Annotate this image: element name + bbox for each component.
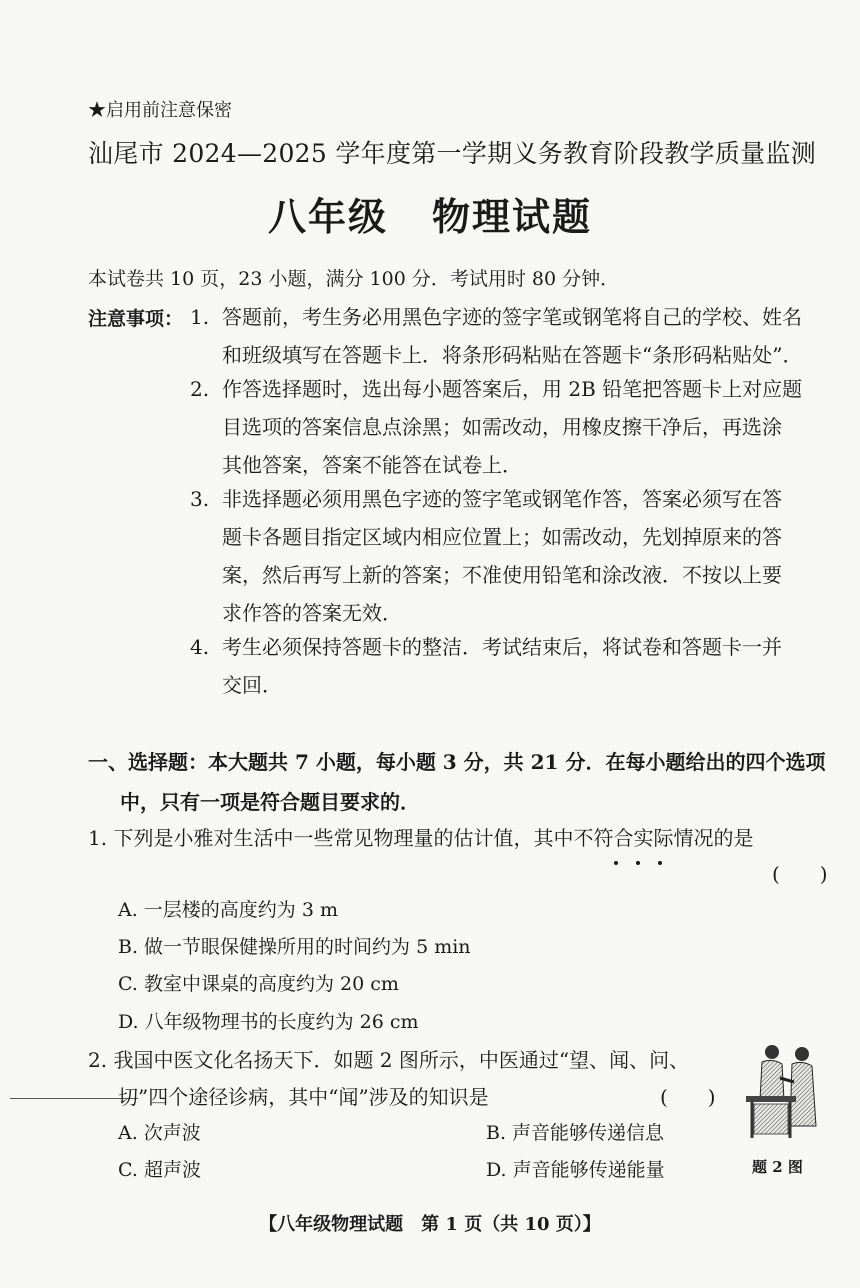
note-line: 案，然后再写上新的答案；不准使用铅笔和涂改液．不按以上要: [222, 563, 782, 587]
question-1-option-b: B. 做一节眼保健操所用的时间约为 5 min: [118, 936, 471, 958]
answer-blank: ( ): [772, 862, 828, 886]
note-line: 求作答的答案无效．: [222, 601, 402, 625]
note-line: 目选项的答案信息点涂黑；如需改动，用橡皮擦干净后，再选涂: [222, 415, 782, 439]
question-2-option-b: B. 声音能够传递信息: [486, 1122, 665, 1144]
note-number: 2.: [190, 377, 210, 401]
note-line: 答题前，考生务必用黑色字迹的签字笔或钢笔将自己的学校、姓名: [222, 305, 802, 329]
note-line: 和班级填写在答题卡上．将条形码粘贴在答题卡“条形码粘贴处”．: [222, 343, 803, 367]
section-heading-line2: 中，只有一项是符合题目要求的．: [120, 790, 420, 814]
section-heading-line1: 一、选择题：本大题共 7 小题，每小题 3 分，共 21 分．在每小题给出的四个选项: [88, 750, 826, 774]
question-1-option-d: D. 八年级物理书的长度约为 26 cm: [118, 1011, 419, 1033]
question-2-stem-line2: 切”四个途径诊病，其中“闻”涉及的知识是: [118, 1085, 489, 1109]
notes-label: 注意事项：: [88, 308, 184, 330]
note-line: 考生必须保持答题卡的整洁．考试结束后，将试卷和答题卡一并: [222, 635, 782, 659]
question-2-option-c: C. 超声波: [118, 1159, 201, 1181]
exam-header: 汕尾市 2024—2025 学年度第一学期义务教育阶段教学质量监测: [88, 139, 817, 168]
page-footer: 【八年级物理试题 第 1 页（共 10 页）】: [259, 1214, 601, 1235]
note-line: 非选择题必须用黑色字迹的签字笔或钢笔作答，答案必须写在答: [222, 487, 782, 511]
note-item-4: [190, 628, 782, 704]
title-grade: 八年级: [267, 194, 388, 239]
note-line: 题卡各题目指定区域内相应位置上；如需改动，先划掉原来的答: [222, 525, 782, 549]
emphasis-dots: [614, 850, 680, 869]
note-item-3: [190, 480, 782, 632]
confidential-notice: ★启用前注意保密: [88, 100, 232, 121]
note-line: 其他答案，答案不能答在试卷上．: [222, 453, 522, 477]
question-2-stem-line1: 2. 我国中医文化名扬天下．如题 2 图所示，中医通过“望、闻、问、: [88, 1048, 690, 1072]
note-number: 4.: [190, 635, 210, 659]
question-1-stem: 1. 下列是小雅对生活中一些常见物理量的估计值，其中不符合实际情况的是: [88, 826, 754, 850]
section-heading: [88, 742, 825, 822]
note-number: 1.: [190, 305, 210, 329]
question-1-option-c: C. 教室中课桌的高度约为 20 cm: [118, 973, 399, 995]
note-item-1: [190, 298, 802, 374]
note-line: 交回．: [222, 673, 282, 697]
note-item-2: [190, 370, 802, 484]
note-number: 3.: [190, 487, 210, 511]
patient-head: [765, 1045, 779, 1059]
question-2-option-d: D. 声音能够传递能量: [486, 1159, 665, 1181]
question-2-option-a: A. 次声波: [118, 1122, 201, 1144]
pulse-diagnosis-illustration: [744, 1040, 822, 1142]
answer-blank: ( ): [660, 1085, 716, 1109]
title-subject: 物理试题: [432, 194, 593, 239]
figure-caption: 题 2 图: [752, 1158, 803, 1176]
note-line: 作答选择题时，选出每小题答案后，用 2B 铅笔把答题卡上对应题: [222, 377, 803, 401]
question-1-option-a: A. 一层楼的高度约为 3 m: [118, 899, 338, 921]
page-title: [0, 186, 860, 241]
exam-intro: 本试卷共 10 页，23 小题，满分 100 分．考试用时 80 分钟．: [88, 268, 620, 290]
